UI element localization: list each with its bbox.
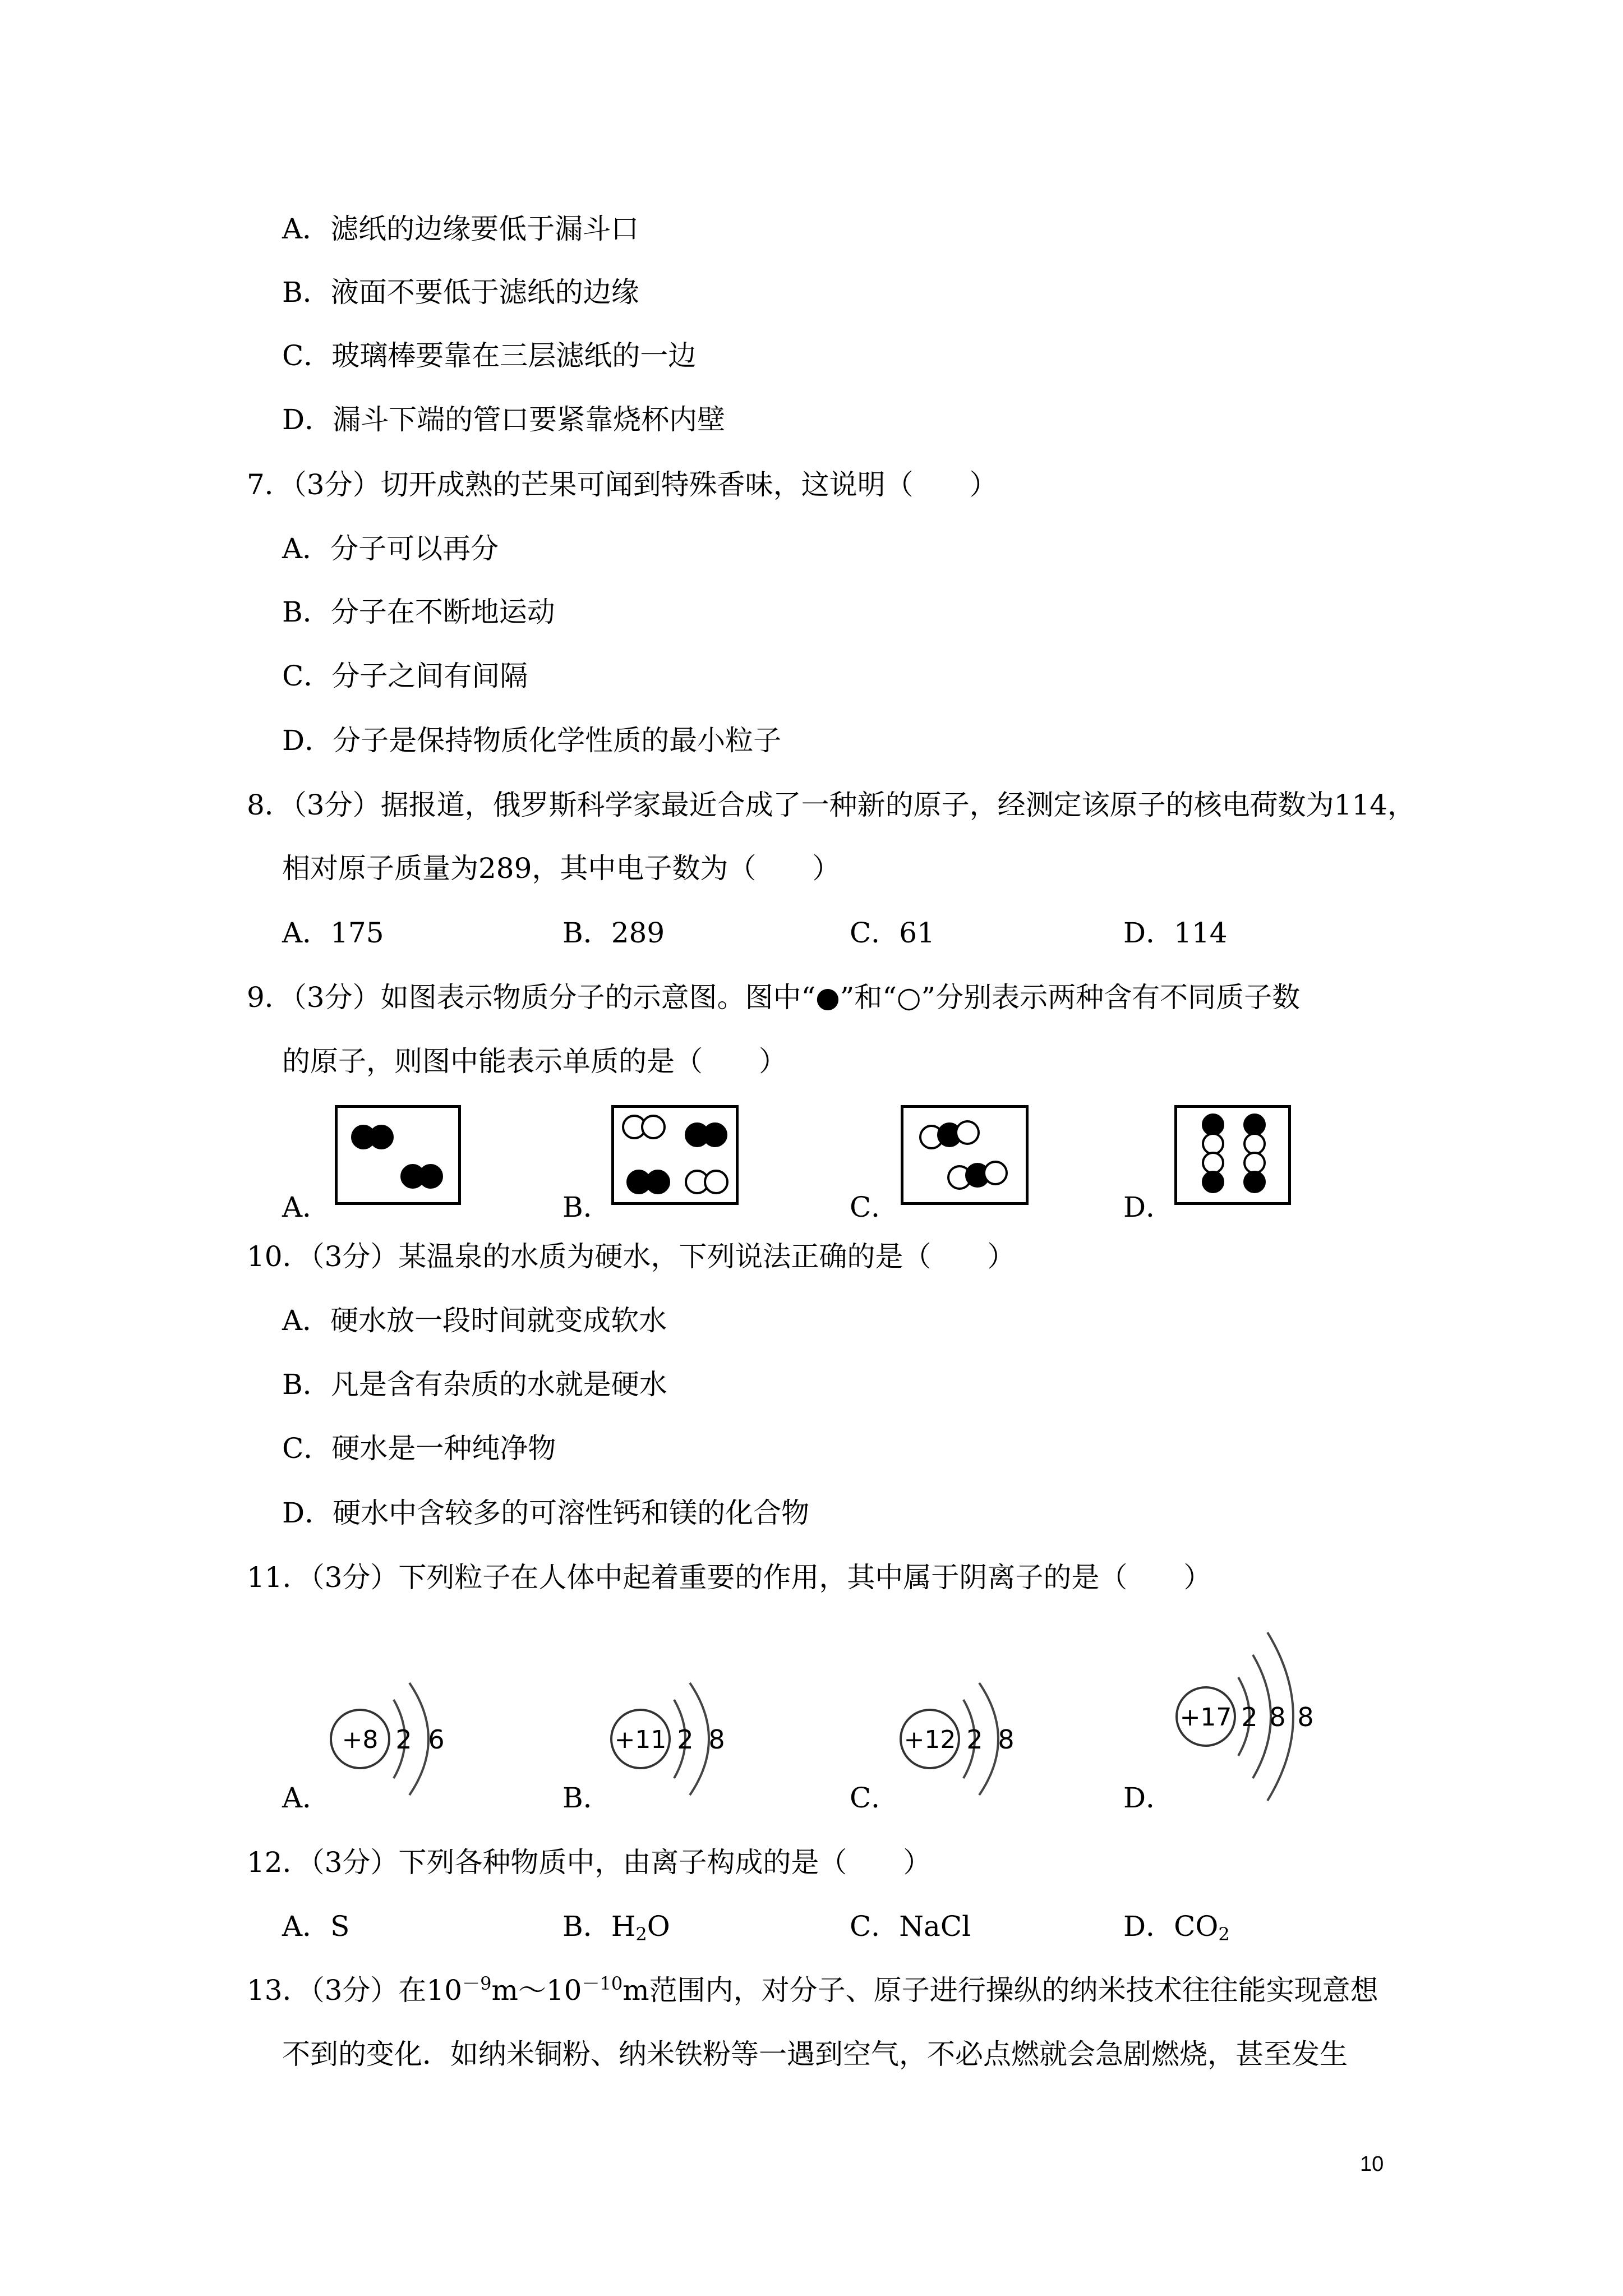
electron-shell-2 (409, 1683, 428, 1795)
q7-stem: 7．（3分）切开成熟的芒果可闻到特殊香味，这说明（ ） (247, 468, 998, 501)
black-atom (645, 1170, 670, 1194)
q9-option-a-label: A． (282, 1191, 331, 1223)
q6-option-b: B．液面不要低于滤纸的边缘 (282, 276, 639, 309)
q13-exponent-1: －9 (462, 1973, 492, 1994)
q6-option-a: A．滤纸的边缘要低于漏斗口 (282, 213, 639, 245)
molecule-diagram-a (335, 1105, 461, 1205)
q12-option-b-subscript: 2 (635, 1924, 647, 1945)
white-atom (704, 1170, 728, 1194)
q13-stem-line1 (247, 1973, 1378, 2007)
q8-option-c: C．61 (850, 917, 935, 949)
q8-stem-line2: 相对原子质量为289，其中电子数为（ ） (282, 852, 841, 885)
q10-option-d: D．硬水中含较多的可溶性钙和镁的化合物 (282, 1497, 810, 1529)
q8-option-b: B．289 (562, 917, 665, 949)
q6-option-c: C．玻璃棒要靠在三层滤纸的一边 (282, 339, 697, 372)
molecule-diagram-d (1174, 1105, 1291, 1205)
shell-2-electrons: 6 (428, 1724, 445, 1755)
q12-option-c: C．NaCl (850, 1910, 971, 1943)
q12-option-d-subscript: 2 (1218, 1924, 1230, 1945)
black-atom (1243, 1171, 1266, 1193)
shell-1-electrons: 2 (677, 1724, 694, 1755)
q7-option-d: D．分子是保持物质化学性质的最小粒子 (282, 724, 782, 757)
black-atom (418, 1164, 443, 1189)
page-number: 10 (1360, 2152, 1384, 2176)
q12-option-a: A．S (282, 1910, 350, 1943)
q12-option-d (1123, 1910, 1230, 1943)
q9-stem-line2: 的原子，则图中能表示单质的是（ ） (282, 1045, 787, 1078)
shell-2-electrons: 8 (998, 1724, 1015, 1755)
white-atom (641, 1115, 666, 1139)
molecule-diagram-b (611, 1105, 739, 1205)
q13-text-1: 13．（3分）在10 (247, 1974, 463, 2007)
q6-option-d: D．漏斗下端的管口要紧靠烧杯内壁 (282, 403, 726, 436)
shell-2-electrons: 8 (1269, 1702, 1286, 1732)
q7-option-b: B．分子在不断地运动 (282, 596, 555, 628)
nucleus-charge: +8 (342, 1726, 379, 1754)
q8-stem-line1: 8．（3分）据报道，俄罗斯科学家最近合成了一种新的原子，经测定该原子的核电荷数为114， (247, 789, 1416, 821)
q12-stem: 12．（3分）下列各种物质中，由离子构成的是（ ） (247, 1846, 932, 1879)
q7-option-a: A．分子可以再分 (282, 532, 499, 565)
atom-structure-diagram-c (895, 1660, 1041, 1818)
atom-structure-diagram-b (606, 1660, 751, 1818)
q11-option-a-label: A． (282, 1782, 331, 1814)
shell-1-electrons: 2 (966, 1724, 983, 1755)
shell-1-electrons: 2 (1241, 1702, 1258, 1732)
q11-stem: 11．（3分）下列粒子在人体中起着重要的作用，其中属于阴离子的是（ ） (247, 1561, 1212, 1594)
q9-stem-line1: 9．（3分）如图表示物质分子的示意图。图中“●”和“○”分别表示两种含有不同质子数 (247, 981, 1301, 1014)
nucleus-charge: +17 (1179, 1703, 1232, 1732)
q10-option-b: B．凡是含有杂质的水就是硬水 (282, 1368, 667, 1401)
q12-option-b-text-end: O (647, 1910, 670, 1943)
q13-exponent-2: －10 (582, 1973, 623, 1994)
molecule-diagram-c (901, 1105, 1029, 1205)
q7-option-c: C．分子之间有间隔 (282, 660, 528, 692)
q9-option-c-label: C． (850, 1191, 900, 1223)
q10-option-a: A．硬水放一段时间就变成软水 (282, 1304, 667, 1337)
atom-structure-diagram-a (325, 1660, 471, 1818)
q13-text-2: m～10 (491, 1974, 582, 2007)
shell-1-electrons: 2 (395, 1724, 412, 1755)
q11-option-d-label: D． (1123, 1782, 1174, 1814)
white-atom (955, 1120, 980, 1145)
nucleus-charge: +11 (614, 1726, 667, 1754)
q11-option-b-label: B． (562, 1782, 611, 1814)
q9-option-d-label: D． (1123, 1191, 1174, 1223)
q8-option-d: D．114 (1123, 917, 1228, 949)
q12-option-b-text: B．H (562, 1910, 636, 1943)
shell-2-electrons: 8 (708, 1724, 725, 1755)
q9-option-b-label: B． (562, 1191, 611, 1223)
white-atom (983, 1161, 1008, 1185)
q10-option-c: C．硬水是一种纯净物 (282, 1432, 556, 1465)
q13-text-3: m范围内，对分子、原子进行操纵的纳米技术往往能实现意想 (623, 1974, 1378, 2007)
q10-stem: 10．（3分）某温泉的水质为硬水，下列说法正确的是（ ） (247, 1240, 1016, 1273)
q12-option-d-text: D．CO (1123, 1910, 1219, 1943)
q13-stem-line2: 不到的变化．如纳米铜粉、纳米铁粉等一遇到空气，不必点燃就会急剧燃烧，甚至发生 (282, 2038, 1348, 2070)
black-atom (1202, 1171, 1224, 1193)
shell-3-electrons: 8 (1297, 1702, 1314, 1732)
q11-option-c-label: C． (850, 1782, 900, 1814)
black-atom (703, 1122, 727, 1147)
atom-structure-diagram-d (1169, 1616, 1337, 1818)
nucleus-charge: +12 (903, 1726, 956, 1754)
q8-option-a: A．175 (282, 917, 384, 949)
q12-option-b (562, 1910, 670, 1943)
black-atom (369, 1125, 394, 1149)
